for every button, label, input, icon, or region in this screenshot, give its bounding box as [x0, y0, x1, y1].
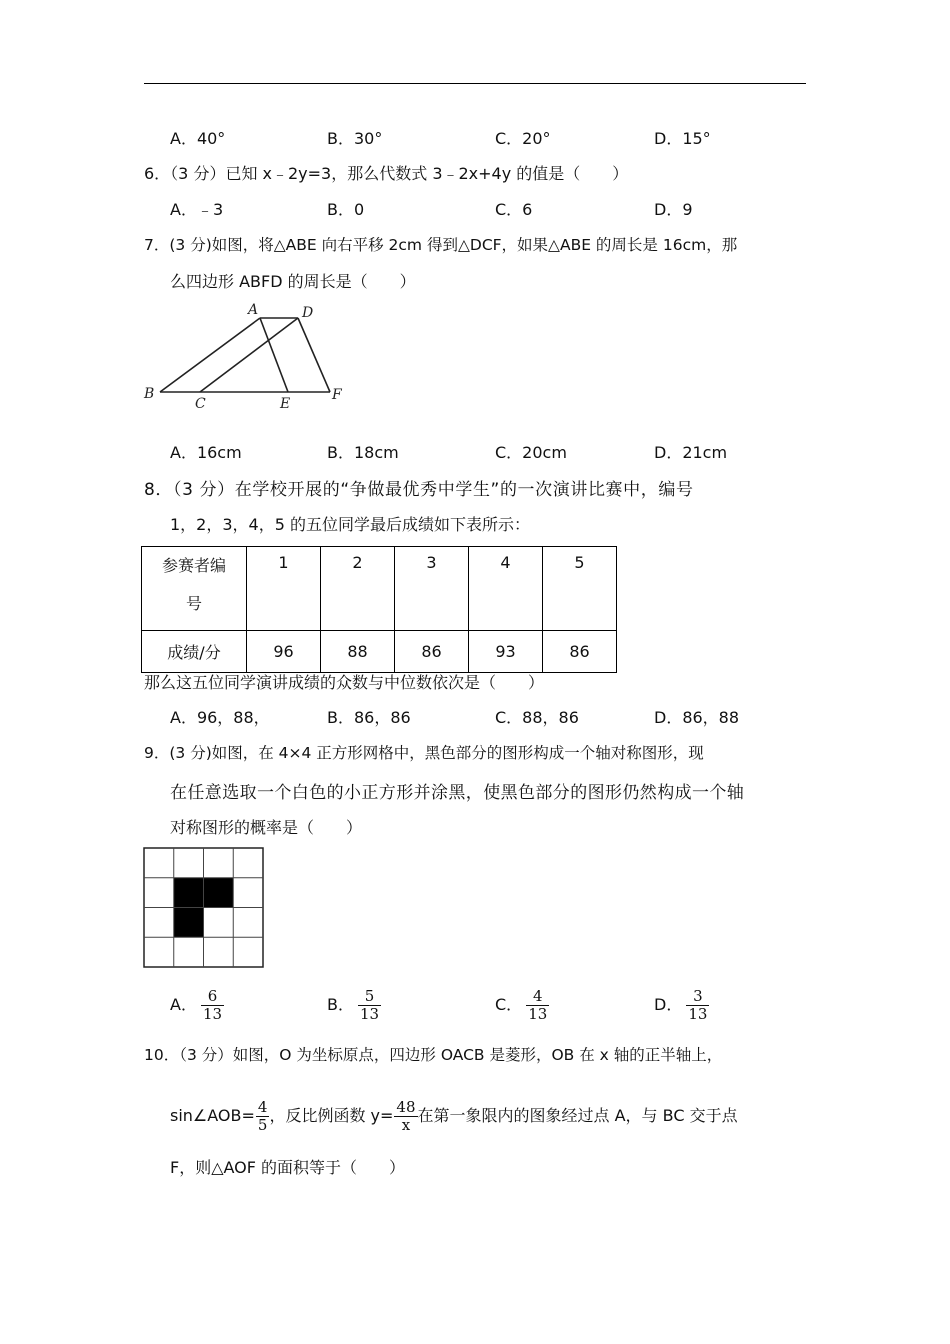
q5-option-a[interactable]: A．40°: [170, 129, 226, 148]
sin-expression: sin∠AOB=: [170, 1106, 255, 1125]
score-cell-2: 88: [321, 631, 395, 673]
black-cell-bottom: [174, 908, 204, 938]
q9-option-b[interactable]: [327, 988, 381, 1023]
header-participant-label-1: 参赛者编: [161, 556, 226, 575]
score-cell-1: 96: [247, 631, 321, 673]
q8-stem-line1: 8．（3 分）在学校开展的“争做最优秀中学生”的一次演讲比赛中，编号: [144, 480, 694, 500]
segment-df: [298, 318, 330, 392]
table-row-ids: [142, 547, 617, 631]
q7-option-d[interactable]: D．21cm: [654, 443, 728, 462]
score-cell-4: 93: [469, 631, 543, 673]
q5-option-b[interactable]: B．30°: [327, 129, 383, 148]
score-cell-3: 86: [395, 631, 469, 673]
q7-option-c[interactable]: C．20cm: [495, 443, 567, 462]
score-cell-5: 86: [543, 631, 617, 673]
numerator: 6: [201, 988, 224, 1006]
q5-option-d[interactable]: D．15°: [654, 129, 711, 148]
q9-option-c-label: C．: [495, 995, 523, 1014]
label-f: F: [332, 387, 342, 403]
q6-stem: 6．（3 分）已知 x﹣2y=3，那么代数式 3﹣2x+4y 的值是（ ）: [144, 164, 629, 183]
id-cell-5: 5: [543, 547, 617, 631]
q9-stem-line2: 在任意选取一个白色的小正方形并涂黑，使黑色部分的图形仍然构成一个轴: [170, 783, 745, 803]
denominator: 13: [528, 1005, 548, 1023]
fraction: [201, 988, 224, 1023]
q5-options: [170, 126, 810, 150]
score-label-cell: 成绩/分: [142, 631, 247, 673]
segment-ba: [160, 318, 260, 392]
sin-numerator: 4: [257, 1098, 268, 1116]
numerator: 4: [526, 988, 549, 1006]
q9-stem-line3: 对称图形的概率是（ ）: [170, 818, 363, 837]
header-participant-cell: [142, 547, 247, 631]
q8-option-a[interactable]: A．96，88，: [170, 708, 270, 727]
q9-option-d-label: D．: [654, 995, 683, 1014]
q10-stem-line2: [170, 1094, 738, 1138]
q7-options: [170, 440, 810, 464]
sin-fraction: [256, 1099, 270, 1134]
id-cell-4: 4: [469, 547, 543, 631]
q6-option-a[interactable]: A．﹣3: [170, 200, 224, 219]
q9-grid-figure: [143, 847, 265, 969]
q10-stem-tail: 在第一象限内的图象经过点 A，与 BC 交于点: [417, 1106, 738, 1125]
q8-options: [170, 705, 810, 729]
fraction: [526, 988, 549, 1023]
label-a: A: [248, 302, 259, 318]
q8-stem-line2: 1，2，3，4，5 的五位同学最后成绩如下表所示：: [170, 515, 530, 534]
label-b: B: [144, 386, 155, 402]
q8-followup: 那么这五位同学演讲成绩的众数与中位数依次是（ ）: [144, 673, 545, 692]
q7-stem-line1: 7．(3 分)如图，将△ABE 向右平移 2cm 得到△DCF，如果△ABE 的周长是 16cm，那: [144, 236, 738, 254]
q7-option-a[interactable]: A．16cm: [170, 443, 242, 462]
numerator: 5: [358, 988, 381, 1006]
q7-option-b[interactable]: B．18cm: [327, 443, 399, 462]
q10-stem-line1: 10．（3 分）如图，O 为坐标原点，四边形 OACB 是菱形，OB 在 x 轴的正半轴上，: [144, 1046, 723, 1064]
q10-stem-line3: F，则△AOF 的面积等于（ ）: [170, 1158, 406, 1177]
q7-stem-line2: 么四边形 ABFD 的周长是（ ）: [170, 272, 416, 291]
sin-denominator: 5: [257, 1116, 268, 1134]
q6-option-d[interactable]: D．9: [654, 200, 693, 219]
q9-option-d[interactable]: [654, 988, 709, 1023]
q9-option-a[interactable]: [170, 988, 224, 1023]
denominator: 13: [202, 1005, 223, 1023]
id-cell-2: 2: [321, 547, 395, 631]
label-e: E: [280, 396, 291, 412]
label-d: D: [302, 305, 314, 321]
q8-option-d[interactable]: D．86，88: [654, 708, 740, 727]
label-c: C: [195, 396, 206, 412]
function-fraction: [394, 1099, 417, 1134]
q7-translation-figure: [140, 300, 350, 412]
fraction: [358, 988, 381, 1023]
q9-option-b-label: B．: [327, 995, 354, 1014]
function-expression: ，反比例函数 y=: [269, 1106, 394, 1125]
id-cell-3: 3: [395, 547, 469, 631]
table-row-scores: [142, 631, 617, 673]
header-rule: [144, 83, 806, 84]
q9-stem-line1: 9．(3 分)如图，在 4×4 正方形网格中，黑色部分的图形构成一个轴对称图形，现: [144, 744, 704, 762]
fraction: [686, 988, 709, 1023]
numerator: 3: [686, 988, 709, 1006]
denominator: 13: [359, 1005, 380, 1023]
q9-options: [170, 988, 810, 1030]
q9-option-c[interactable]: [495, 988, 549, 1023]
q9-option-a-label: A．: [170, 995, 197, 1014]
q8-option-c[interactable]: C．88，86: [495, 708, 579, 727]
q5-option-c[interactable]: C．20°: [495, 129, 551, 148]
q6-option-b[interactable]: B．0: [327, 200, 365, 219]
function-denominator: x: [401, 1116, 411, 1134]
denominator: 13: [688, 1005, 708, 1023]
q6-option-c[interactable]: C．6: [495, 200, 533, 219]
q8-score-table: [141, 546, 617, 673]
q8-option-b[interactable]: B．86，86: [327, 708, 411, 727]
function-numerator: 48: [396, 1098, 416, 1116]
q6-options: [170, 197, 810, 221]
header-participant-label-2: 号: [185, 594, 202, 613]
id-cell-1: 1: [247, 547, 321, 631]
